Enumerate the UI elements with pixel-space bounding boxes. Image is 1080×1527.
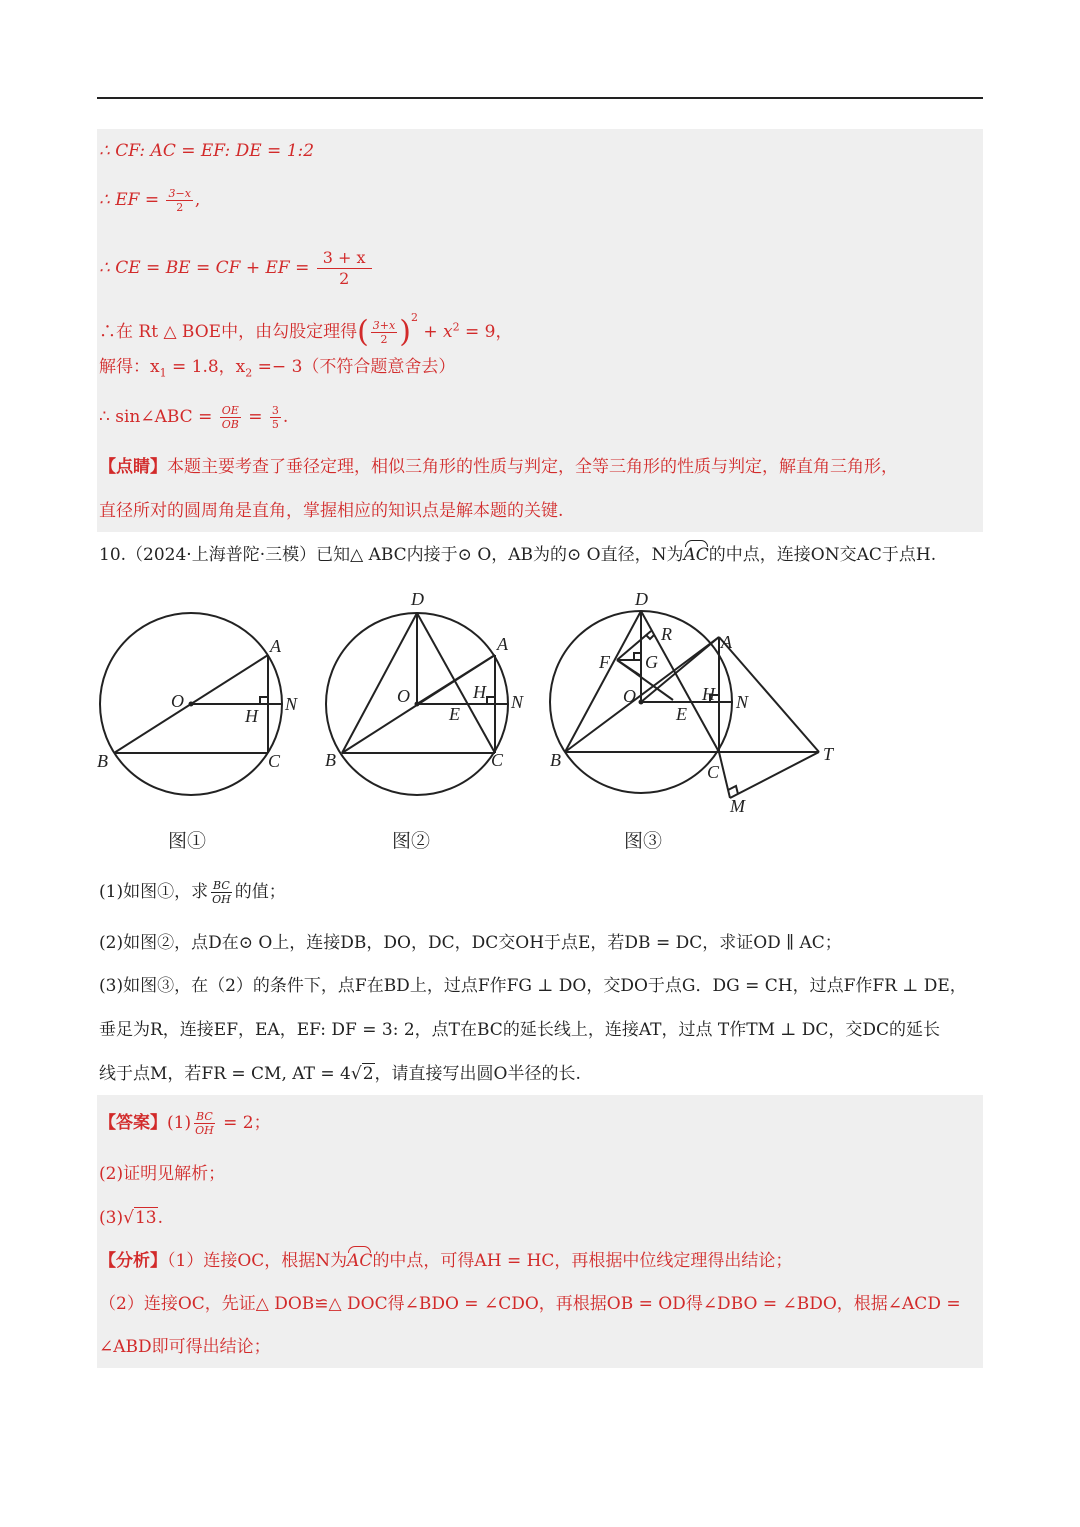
tip-label: 【点睛】 [99, 457, 167, 477]
answer-label: 【答案】 [99, 1113, 167, 1133]
fraction: $\frac{3}{5}$ [271, 404, 279, 431]
fraction: $\frac{OE}{OB}$ [221, 404, 239, 431]
question-3-line-1: (3)如图③，在（2）的条件下，点F在BD上，过点F作FG ⊥ DO，交DO于点G．DG = CH，过点F作FR ⊥ DE， [99, 976, 967, 996]
fig1-label-N: N [285, 694, 298, 714]
fig3-label-H: H [702, 684, 715, 704]
analysis-line-3: ∠ABD即可得出结论； [99, 1337, 271, 1357]
problem-stem: 10.（2024·上海普陀·三模）已知△ ABC内接于⊙ O，AB为的⊙ O直径，N为AC的中点，连接ON交AC于点H. [99, 545, 937, 565]
fig3-label-R: R [661, 624, 672, 644]
answer-line-3: (3)√13. [99, 1208, 163, 1228]
solution-line-2: ∴ EF = $\frac{3-x}{2}$ , [99, 187, 201, 214]
figure-3 [540, 580, 840, 824]
figure-2-caption: 图② [392, 830, 431, 852]
solution-line-4: ∴在 Rt △ BOE中，由勾股定理得( $\frac{3+x}{2}$ )$^2 + x^2 = 9$， [99, 311, 513, 350]
tip-line-1: 【点睛】本题主要考查了垂径定理，相似三角形的性质与判定，全等三角形的性质与判定，解直角三角形， [99, 457, 898, 477]
question-3-line-3: 线于点M，若FR = CM, AT = 4√2，请直接写出圆O半径的长. [99, 1064, 581, 1084]
fig1-label-O: O [171, 691, 184, 711]
solution-line-6: ∴ sin∠ABC = $\frac{OE}{OB}$ = $\frac{3}{5}$ . [99, 404, 289, 431]
solution-line-5: 解得：$x_1 = 1.8$，$x_2 =- 3$（不符合题意舍去） [99, 357, 456, 380]
tip-line-2: 直径所对的圆周角是直角，掌握相应的知识点是解本题的关键. [99, 501, 564, 521]
figure-2 [315, 580, 540, 814]
arc-notation: AC [347, 1251, 373, 1271]
solution-line-1: ∴ CF: AC = EF: DE = 1:2 [99, 141, 315, 161]
fig1-label-A: A [270, 636, 281, 656]
fig3-label-N: N [736, 692, 749, 712]
fig2-label-C: C [491, 750, 504, 770]
analysis-label: 【分析】 [99, 1251, 167, 1271]
figure-3-diagram [540, 580, 840, 820]
fig3-label-E: E [676, 704, 687, 724]
fraction: $\frac{3 + x}{2}$ [317, 248, 372, 289]
fig1-label-C: C [268, 751, 281, 771]
fig3-label-B: B [550, 750, 561, 770]
fig3-label-D: D [635, 589, 648, 609]
question-2: (2)如图②，点D在⊙ O上，连接DB，DO，DC，DC交OH于点E，若DB = DC，求证OD ∥ AC； [99, 933, 842, 953]
fig2-label-A: A [497, 634, 508, 654]
fig3-label-C: C [707, 762, 720, 782]
fig2-label-N: N [511, 692, 524, 712]
fraction: $\frac{BC}{OH}$ [212, 879, 231, 906]
fig3-label-F: F [599, 652, 610, 672]
fig3-label-G: G [645, 652, 658, 672]
figure-2-diagram [315, 580, 540, 810]
solution-line-3: ∴ CE = BE = CF + EF = $\frac{3 + x}{2}$ [99, 248, 374, 289]
fraction: $\frac{BC}{OH}$ [195, 1110, 214, 1137]
fig3-label-O: O [623, 686, 636, 706]
arc-notation: AC [683, 545, 709, 565]
fraction: $\frac{3+x}{2}$ [372, 319, 396, 346]
fig2-label-E: E [449, 704, 460, 724]
fig2-label-H: H [473, 682, 486, 702]
figure-1-diagram [90, 580, 310, 810]
question-3-line-2: 垂足为R，连接EF，EA，EF: DF = 3: 2，点T在BC的延长线上，连接AT，过点 T作TM ⊥ DC，交DC的延长 [99, 1020, 941, 1040]
fig3-label-M: M [730, 796, 745, 816]
fig2-label-D: D [411, 589, 424, 609]
answer-line-2: (2)证明见解析； [99, 1164, 226, 1184]
figure-1 [90, 580, 310, 814]
answer-line-1: 【答案】(1) $\frac{BC}{OH}$ = 2； [99, 1110, 271, 1137]
fig1-label-B: B [97, 751, 108, 771]
fig2-label-B: B [325, 750, 336, 770]
analysis-line-1: 【分析】（1）连接OC，根据N为AC的中点，可得AH = HC，再根据中位线定理得出结论； [99, 1251, 793, 1271]
header-rule [97, 97, 983, 99]
analysis-line-2: （2）连接OC，先证△ DOB≌△ DOC得∠BDO = ∠CDO，再根据OB = OD得∠DBO = ∠BDO，根据∠ACD = [99, 1294, 961, 1314]
fraction: $\frac{3-x}{2}$ [168, 187, 191, 214]
figure-3-caption: 图③ [624, 830, 663, 852]
fig2-label-O: O [397, 686, 410, 706]
fig3-label-T: T [823, 744, 834, 764]
figure-1-caption: 图① [168, 830, 207, 852]
question-1: (1)如图①，求 $\frac{BC}{OH}$ 的值； [99, 879, 286, 906]
fig1-label-H: H [245, 706, 258, 726]
fig3-label-A: A [721, 632, 732, 652]
